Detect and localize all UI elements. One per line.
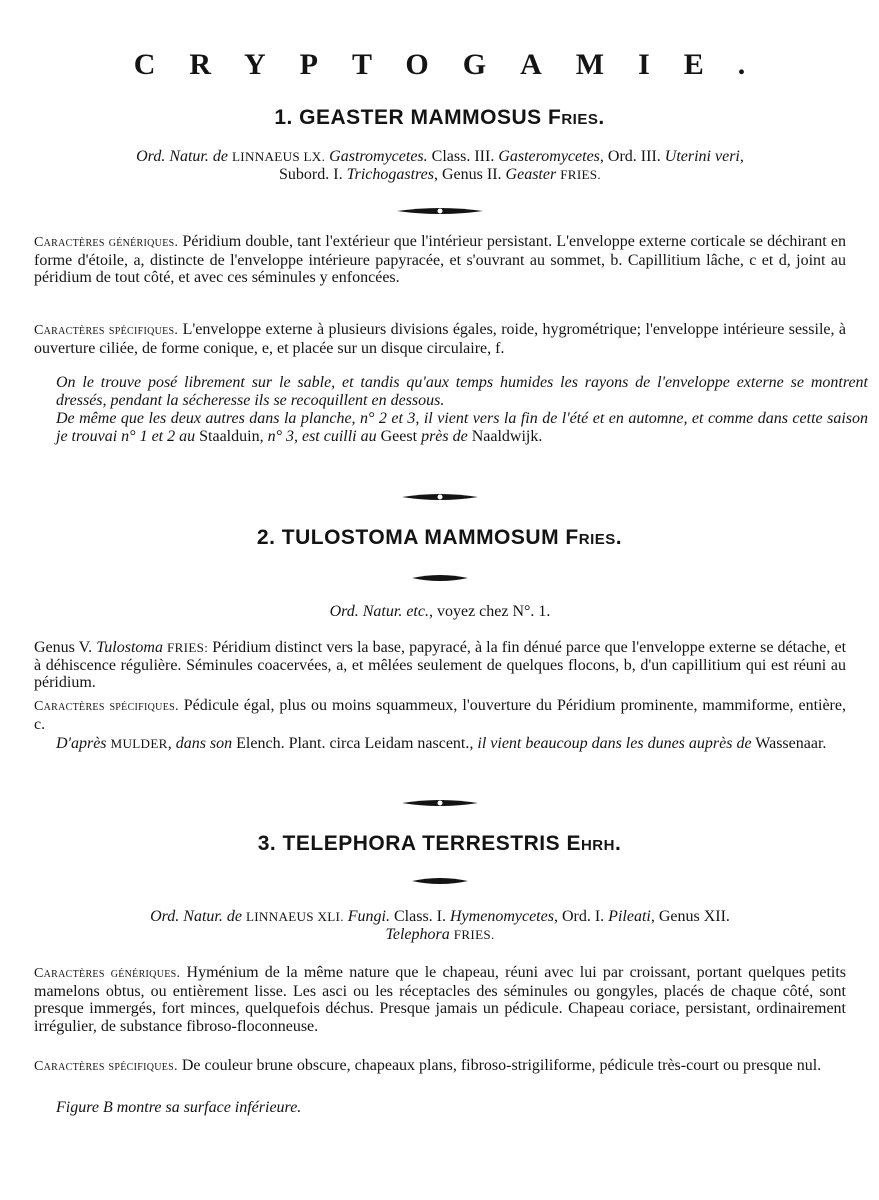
section-2-author: Fries.: [565, 526, 623, 549]
section-2-ord: [34, 603, 846, 621]
note-text: Naaldwijk.: [471, 427, 543, 445]
section-1-author: Fries.: [548, 106, 605, 129]
class-text: , Genus XII.: [650, 908, 730, 925]
note-text: , il vient beaucoup dans les dunes auprès de: [469, 735, 752, 752]
class-text: , Ord. III.: [599, 148, 661, 165]
class-text: Ord. Natur. de: [150, 908, 242, 925]
section-3-title: [0, 832, 879, 856]
section-1-note-2: [34, 410, 868, 445]
section-1-specific: [34, 321, 846, 357]
note-text: près de: [421, 427, 468, 445]
divider-ornament: [0, 876, 879, 886]
class-text: Subord. I.: [279, 165, 343, 183]
section-1-generic: [34, 233, 846, 287]
class-text: LINNAEUS XLI.: [245, 909, 344, 924]
section-3-classification: [34, 908, 846, 943]
section-2-title: [0, 526, 879, 550]
generic-label: Caractères génériques.: [34, 966, 181, 981]
class-text: Geaster: [505, 165, 557, 183]
section-2-specific: [34, 697, 846, 733]
divider-ornament: [0, 492, 879, 502]
class-text: Trichogastres: [346, 165, 434, 183]
section-1-classification: [34, 148, 846, 183]
note-text: Elench. Plant. circa Leidam nascent.: [236, 735, 470, 752]
note-text: Wassenaar.: [755, 735, 827, 752]
class-text: Fungi.: [347, 908, 390, 925]
note-text: Staalduin: [199, 427, 260, 445]
ord-text: , voyez chez N°. 1.: [428, 603, 551, 620]
class-text: Pileati: [608, 908, 651, 925]
class-text: FRIES.: [560, 166, 601, 182]
section-1-name: 1. GEASTER MAMMOSUS: [274, 106, 542, 129]
class-text: Gasteromycetes: [498, 148, 600, 165]
divider-ornament: [0, 573, 879, 583]
page-title: CRYPTOGAMIE.: [133, 48, 780, 81]
specific-label: Caractères spécifiques.: [34, 699, 179, 714]
genus-text: Péridium distinct vers la base, papyracé, à la fin dénué parce que l'enveloppe externe se détache, et à déhiscence régulière. Séminules coacervées, a, et mêlées seulement de quelques flocons, b, d'un capillitium qui est réuni au péridium.: [34, 639, 847, 692]
divider-ornament: [0, 798, 879, 808]
note-text: , dans son: [167, 735, 233, 752]
section-1-note-1: On le trouve posé librement sur le sable, et tandis qu'aux temps humides les rayons de l'enveloppe externe se montrent dressés, pendant la sécheresse ils se recoquillent en dessous.: [56, 374, 868, 409]
specific-text: Pédicule égal, plus ou moins squammeux, l'ouverture du Péridium prominente, mammiforme, entière, c.: [34, 697, 846, 733]
specific-text: L'enveloppe externe à plusieurs divisions égales, roide, hygrométrique; l'enveloppe intérieure sessile, à ouverture ciliée, de forme conique, e, et placée sur un disque circulaire, f.: [34, 321, 846, 357]
genus-text: Tulostoma: [96, 639, 163, 656]
section-1-title: [0, 106, 879, 130]
section-2-name: 2. TULOSTOMA MAMMOSUM: [256, 526, 560, 549]
section-2-genus: [34, 639, 846, 692]
section-3-author: Ehrh.: [566, 832, 622, 855]
section-3-note: Figure B montre sa surface inférieure.: [56, 1099, 302, 1116]
class-text: Gastromycetes.: [329, 148, 428, 165]
note-text: De même que les deux autres dans la planche, n° 2 et 3, il vient vers la fin de l'été et en automne, et comme dans cette saison je trouvai n° 1 et 2 au: [56, 410, 868, 445]
generic-text: Hyménium de la même nature que le chapeau, réuni avec lui par croissant, portant quelques petits mamelons obtus, ou entièrement lisse. Les asci ou les réceptacles des séminules ou gongyles, placés de chaque côté, sont presque immergés, fort minces, quelquefois déchus. Presque jamais un pédicule. Chapeau coriace, persistant, ordinairement irrégulier, de substance fibroso-floconneuse.: [34, 964, 847, 1035]
class-text: Hymenomycetes: [450, 908, 554, 925]
note-text: MULDER: [110, 736, 168, 751]
class-text: Telephora: [385, 925, 450, 943]
note-text: D'après: [56, 735, 107, 752]
class-text: Uterini veri,: [664, 148, 744, 165]
note-text: , n° 3, est cuilli au: [259, 427, 377, 445]
class-text: LINNAEUS LX.: [231, 149, 326, 164]
class-text: Ord. Natur. de: [136, 148, 228, 165]
class-text: , Genus II.: [434, 165, 502, 183]
class-text: FRIES.: [453, 926, 495, 942]
specific-label: Caractères spécifiques.: [34, 1059, 178, 1074]
divider-ornament: [0, 206, 879, 216]
class-text: , Ord. I.: [553, 908, 605, 925]
section-2-note: [34, 735, 868, 753]
genus-text: Genus V.: [34, 639, 93, 656]
class-text: Class. III.: [431, 148, 495, 165]
class-text: Class. I.: [394, 908, 446, 925]
generic-label: Caractères génériques.: [34, 235, 179, 250]
note-text: Geest: [380, 427, 418, 445]
section-3-generic: [34, 964, 846, 1035]
generic-text: Péridium double, tant l'extérieur que l'intérieur persistant. L'enveloppe externe corticale se déchirant en forme d'étoile, a, distincte de l'enveloppe intérieure papyracée, et s'ouvrant au sommet, b. Capillitium lâche, c et d, joint au péridium de tout côté, et avec ces séminules y enfoncées.: [34, 233, 847, 287]
ord-text: Ord. Natur. etc.: [329, 603, 429, 620]
section-3-name: 3. TELEPHORA TERRESTRIS: [257, 832, 561, 855]
genus-text: FRIES:: [167, 640, 209, 655]
specific-text: De couleur brune obscure, chapeaux plans, fibroso-strigiliforme, pédicule très-court ou presque nul.: [181, 1057, 822, 1074]
specific-label: Caractères spécifiques.: [34, 323, 179, 338]
section-3-specific: [34, 1057, 846, 1076]
